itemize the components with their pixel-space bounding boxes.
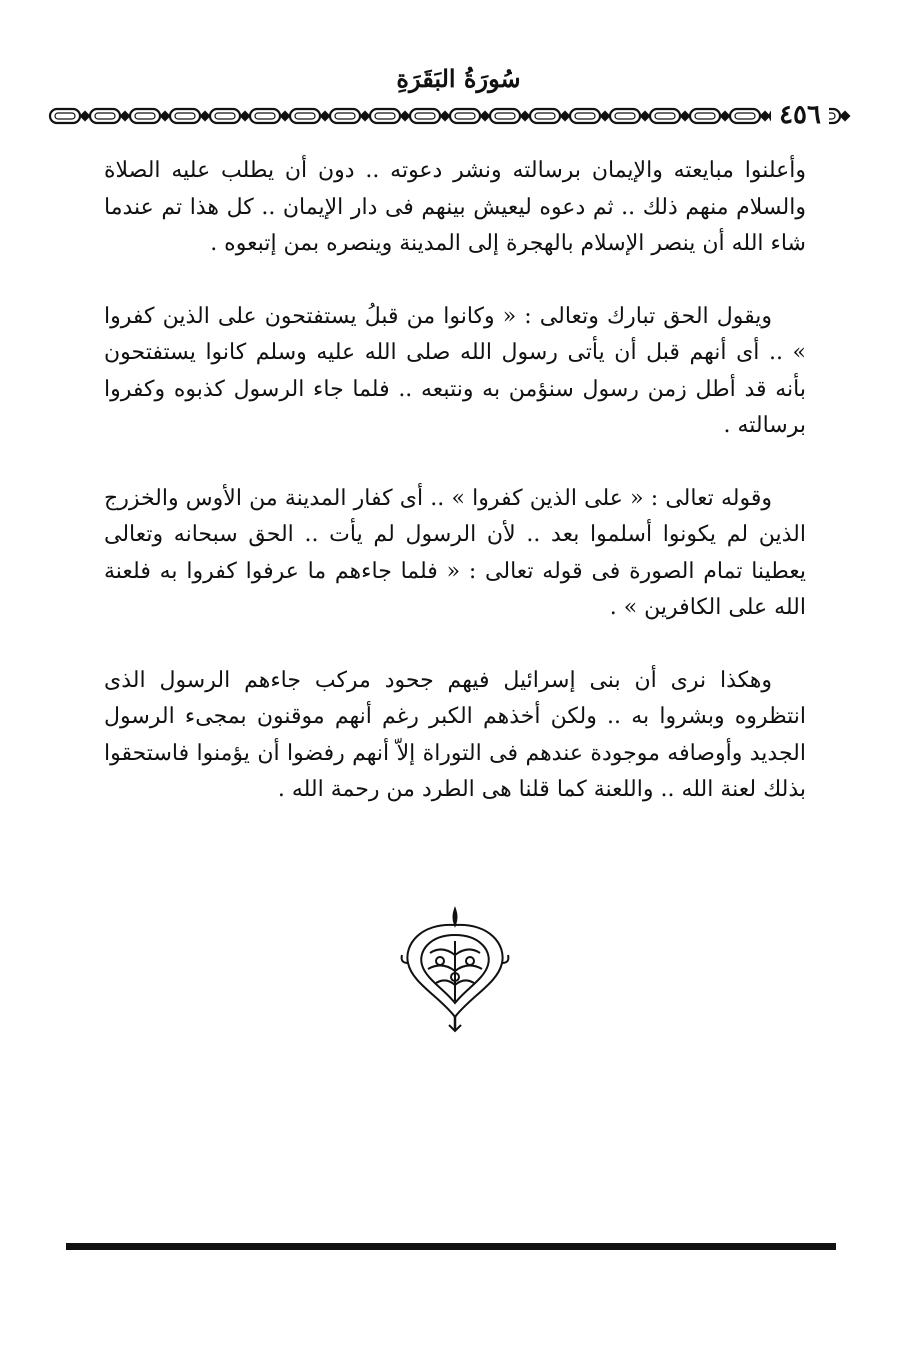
paragraph: وهكذا نرى أن بنى إسرائيل فيهم جحود مركب جاءهم الرسول الذى انتظروه وبشروا به .. ولكن أخذهم الكبر رغم أنهم موقنون بمجىء الرسول الجديد وأوصافه موجودة عندهم فى التوراة إلاّ أنهم رفضوا أن يؤمنوا فاستحقوا بذلك لعنة الله .. واللعنة كما قلنا هى الطرد من رحمة الله . — [104, 667, 806, 802]
floral-drop-ornament-icon — [400, 905, 510, 1035]
page-number: ٤٥٦ — [771, 98, 829, 132]
paragraph: وأعلنوا مبايعته والإيمان برسالته ونشر دعوته .. دون أن يطلب عليه الصلاة والسلام منهم ذلك .. ثم دعوه ليعيش بينهم فى دار الإيمان .. كل هذا تم عندما شاء الله أن ينصر الإسلام بالهجرة إلى المدينة وينصره بمن إتبعوه . — [104, 158, 806, 256]
paragraph: ويقول الحق تبارك وتعالى : « وكانوا من قبلُ يستفتحون على الذين كفروا » .. أى أنهم قبل أن يأتى رسول الله صلى الله عليه وسلم كانوا يستفتحون بأنه قد أطل زمن رسول سنؤمن به ونتبعه .. فلما جاء الرسول كذبوه وكفروا برسالته . — [104, 303, 806, 438]
chain-ornament-border-icon — [44, 96, 874, 136]
paragraph: وقوله تعالى : « على الذين كفروا » .. أى كفار المدينة من الأوس والخزرج الذين لم يكونوا أسلموا بعد .. لأن الرسول لم يأت .. الحق سبحانه وتعالى يعطينا تمام الصورة فى قوله تعالى : « فلما جاءهم ما عرفوا كفروا به فلعنة الله على الكافرين » . — [104, 485, 806, 620]
surah-title: سُورَةُ البَقَرَةِ — [396, 64, 521, 93]
footer-rule — [66, 1243, 836, 1250]
body-text — [104, 153, 806, 845]
